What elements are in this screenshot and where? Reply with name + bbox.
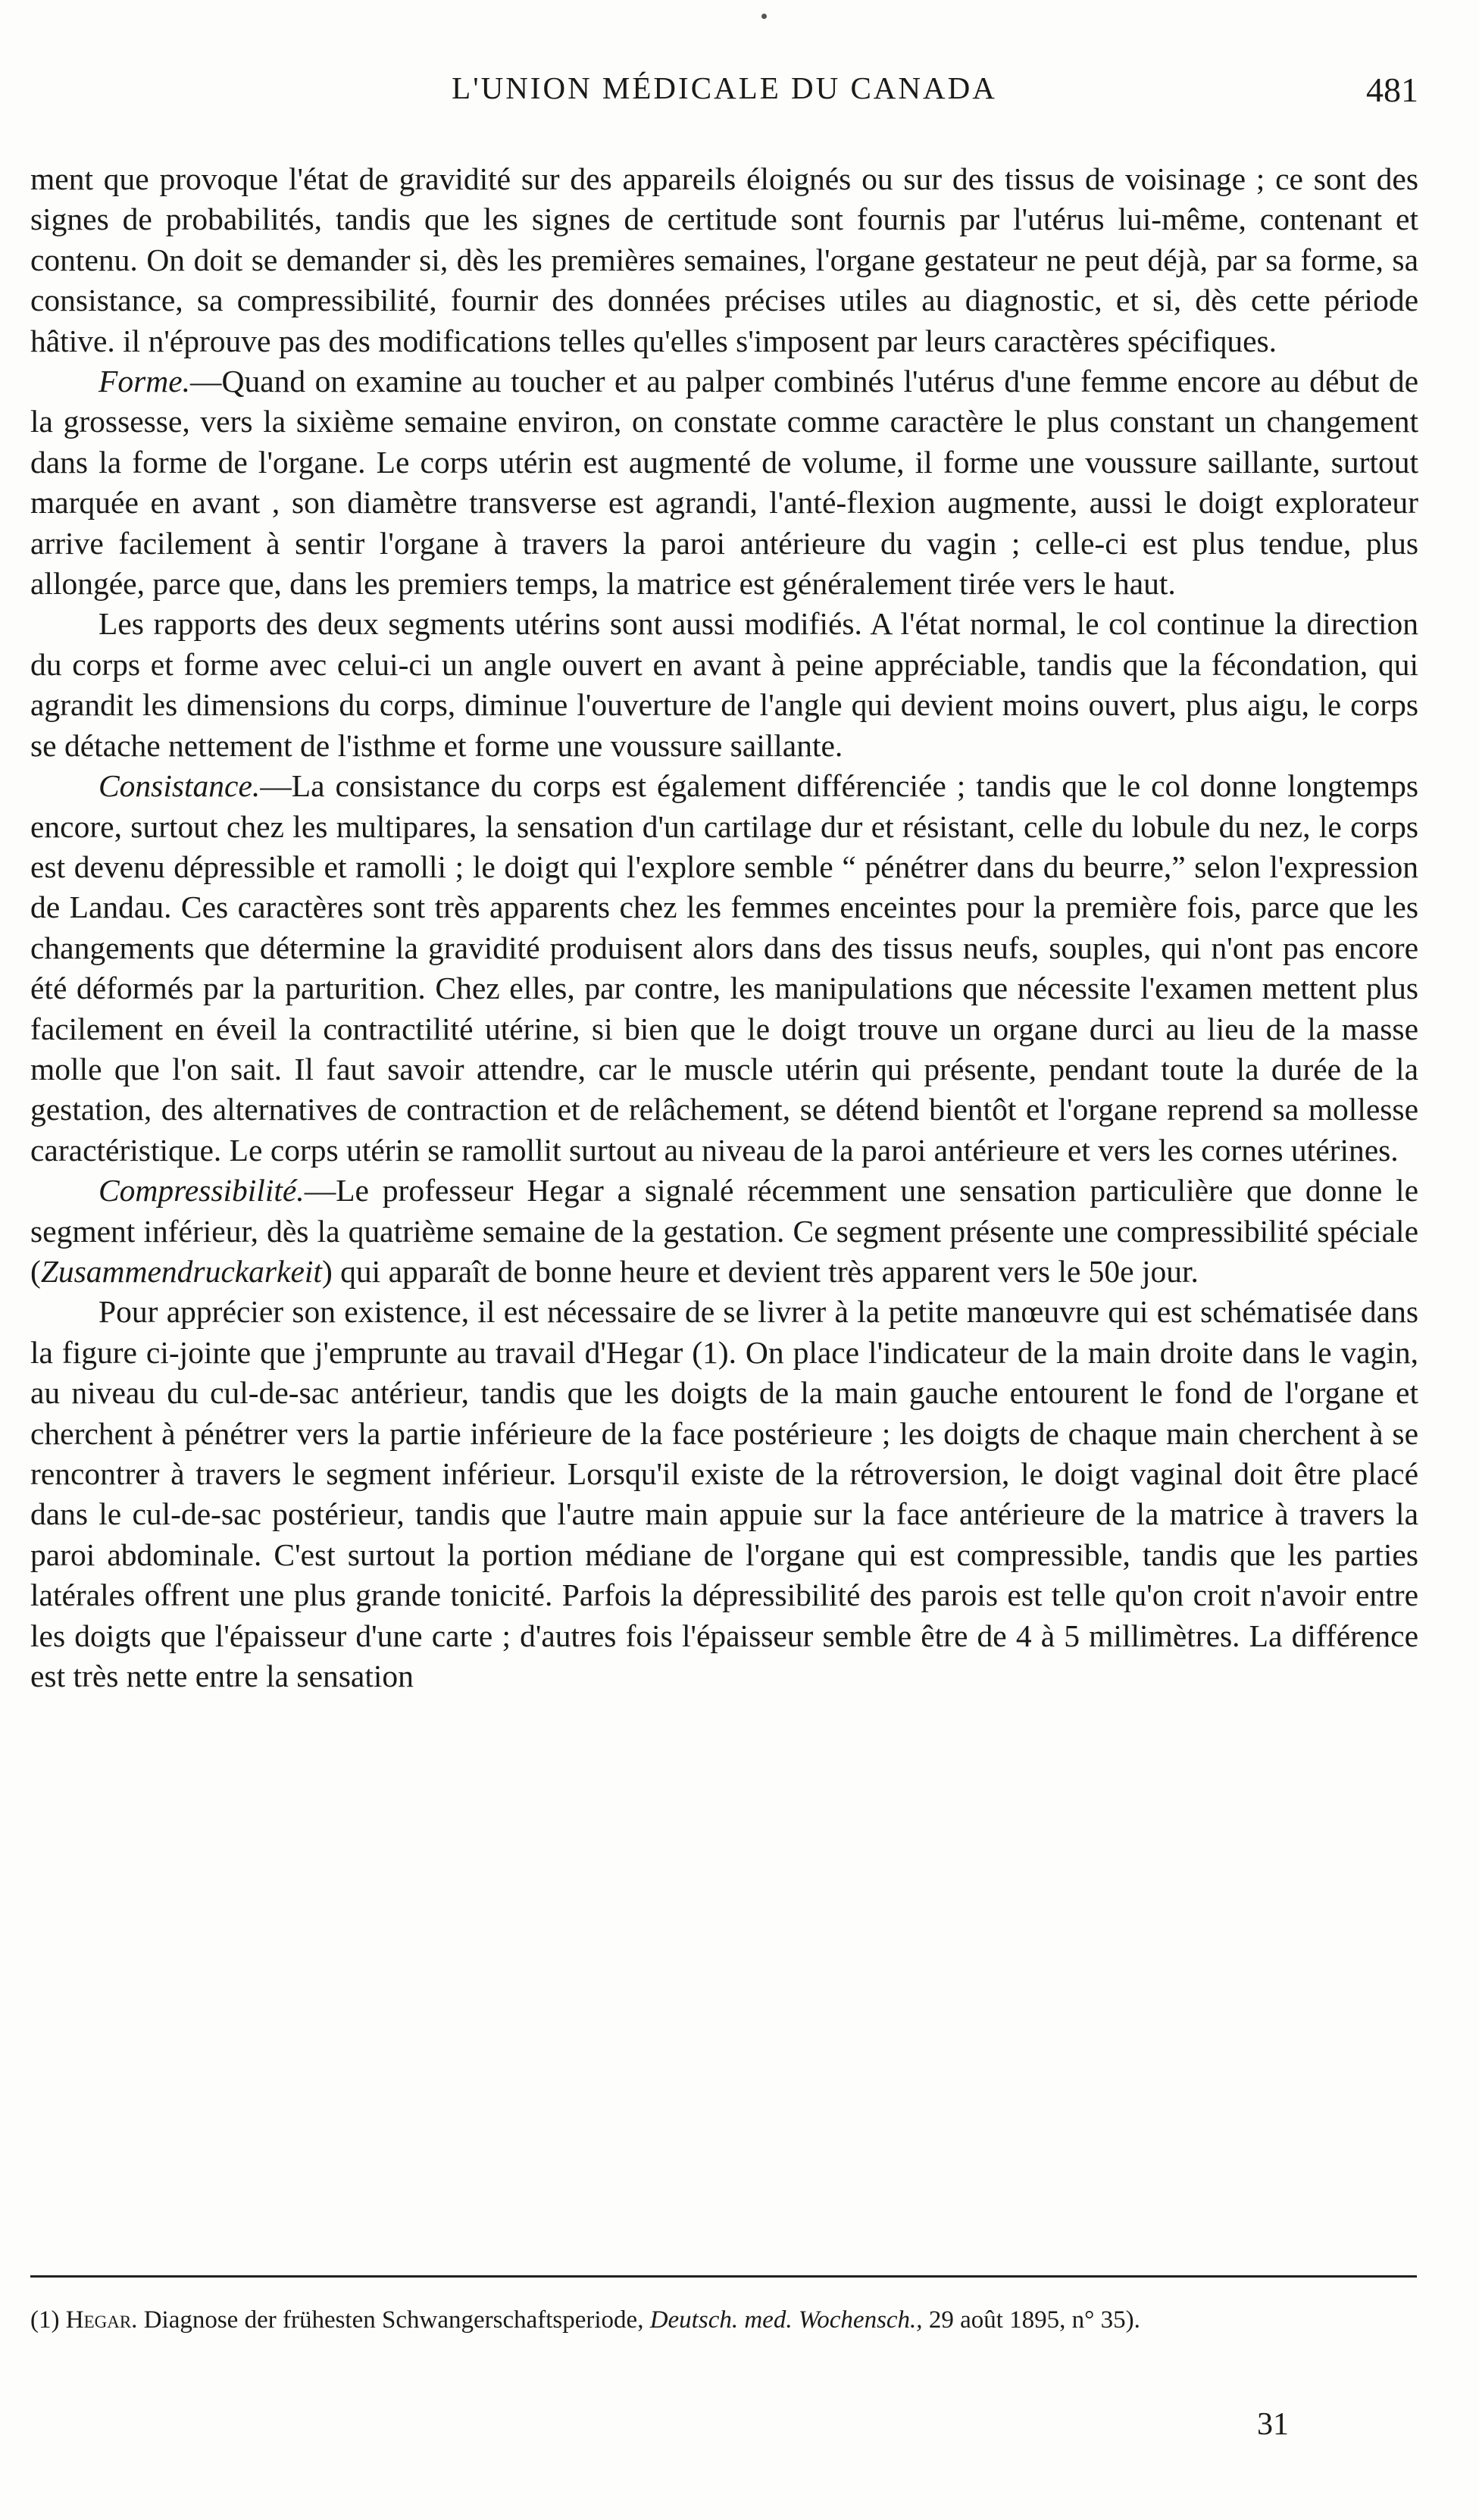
- section-label: Consistance.: [98, 768, 261, 804]
- footnote-rule: [30, 2275, 1417, 2278]
- paragraph: [30, 1171, 1418, 1292]
- paragraph: [30, 361, 1418, 604]
- footnote: [30, 2303, 1418, 2337]
- german-term: Zusammendruckarkeit: [40, 1253, 322, 1289]
- paragraph-text: —Le professeur Hegar a signalé récemment une sensation particulière que donne le segment inférieur, dès la quatrième semaine de la gestation. Ce segment présente une compressibilité spéciale (: [30, 1173, 1418, 1289]
- running-title: L'UNION MÉDICALE DU CANADA: [452, 70, 997, 105]
- paragraph: Les rapports des deux segments utérins sont aussi modifiés. A l'état normal, le col continue la direction du corps et forme avec celui-ci un angle ouvert en avant à peine appréciable, tandis que la fécondation, qui agrandit les dimensions du corps, diminue l'ouverture de l'angle qui devient moins ouvert, plus aigu, le corps se détache nettement de l'isthme et forme une voussure saillante.: [30, 606, 1418, 763]
- signature-mark: 31: [1257, 2407, 1289, 2442]
- paragraph-text: —La consistance du corps est également différenciée ; tandis que le col donne longtemps encore, surtout chez les multipares, la sensation d'un cartilage dur et résistant, celle du lobule du nez, le corps est devenu dépressible et ramolli ; le doigt qui l'explore semble “ pénétrer dans du beurre,” selon l'expression de Landau. Ces caractères sont très apparents chez les femmes enceintes pour la première fois, parce que les changements que détermine la gravidité produisent alors dans des tissus neufs, souples, qui n'ont pas encore été déformés par la parturition. Chez elles, par contre, les manipulations que nécessite l'examen mettent plus facilement en éveil la contractilité utérine, si bien que le doigt trouve un organe durci au lieu de la masse molle que l'on sait. Il faut savoir attendre, car le muscle utérin qui présente, pendant toute la durée de la gestation, des alternatives de contraction et de relâchement, se détend bientôt et l'organe reprend sa mollesse caractéristique. Le corps utérin se ramollit surtout au niveau de la paroi antérieure et vers les cornes utérines.: [30, 768, 1418, 1168]
- footnote-journal: Deutsch. med. Wochensch.,: [649, 2306, 923, 2334]
- paragraph: [30, 766, 1418, 1171]
- page-number: 481: [1366, 70, 1418, 109]
- running-head: [30, 70, 1418, 115]
- footnote-date: 29 août 1895, n° 35).: [928, 2306, 1140, 2334]
- footnote-marker: (1): [30, 2306, 60, 2334]
- footnote-author: Hegar.: [65, 2306, 138, 2334]
- section-label: Compressibilité.: [98, 1173, 305, 1208]
- paragraph: Pour apprécier son existence, il est nécessaire de se livrer à la petite manœuvre qui est schématisée dans la figure ci-jointe que j'emprunte au travail d'Hegar (1). On place l'indicateur de la main droite dans le vagin, au niveau du cul-de-sac antérieur, tandis que les doigts de la main gauche entourent le fond de l'organe et cherchent à pénétrer vers la partie inférieure de la face postérieure ; les doigts de chaque main cherchent à se rencontrer à travers le segment inférieur. Lorsqu'il existe de la rétroversion, le doigt vaginal doit être placé dans le cul-de-sac postérieur, tandis que l'autre main appuie sur la face antérieure de la matrice à travers la paroi abdominale. C'est surtout la portion médiane de l'organe qui est compressible, tandis que les parties latérales offrent une plus grande tonicité. Parfois la dépressibilité des parois est telle qu'on croit n'avoir entre les doigts que l'épaisseur d'une carte ; d'autres fois l'épaisseur semble être de 4 à 5 millimètres. La différence est très nette entre la sensation: [30, 1294, 1418, 1694]
- section-label: Forme.: [98, 364, 191, 399]
- paragraph: ment que provoque l'état de gravidité sur des appareils éloignés ou sur des tissus de voisinage ; ce sont des signes de probabilités, tandis que les signes de certitude sont fournis par l'utérus lui-même, contenant et contenu. On doit se demander si, dès les premières semaines, l'organe gestateur ne peut déjà, par sa forme, sa consistance, sa compressibilité, fournir des données précises utiles au diagnostic, et si, dès cette période hâtive. il n'éprouve pas des modifications telles qu'elles s'imposent par leurs caractères spécifiques.: [30, 161, 1418, 358]
- print-speck: [761, 14, 767, 19]
- footnote-text: Diagnose der frühesten Schwangerschaftsperiode,: [143, 2306, 644, 2334]
- paragraph-text: ) qui apparaît de bonne heure et devient très apparent vers le 50e jour.: [321, 1253, 1199, 1289]
- paragraph-text: —Quand on examine au toucher et au palper combinés l'utérus d'une femme encore au début de la grossesse, vers la sixième semaine environ, on constate comme caractère le plus constant un changement dans la forme de l'organe. Le corps utérin est augmenté de volume, il forme une voussure saillante, surtout marquée en avant , son diamètre transverse est agrandi, l'anté-flexion augmente, aussi le doigt explorateur arrive facilement à sentir l'organe à travers la paroi antérieure du vagin ; celle-ci est plus tendue, plus allongée, parce que, dans les premiers temps, la matrice est généralement tirée vers le haut.: [30, 364, 1418, 602]
- body-text: [30, 159, 1418, 1696]
